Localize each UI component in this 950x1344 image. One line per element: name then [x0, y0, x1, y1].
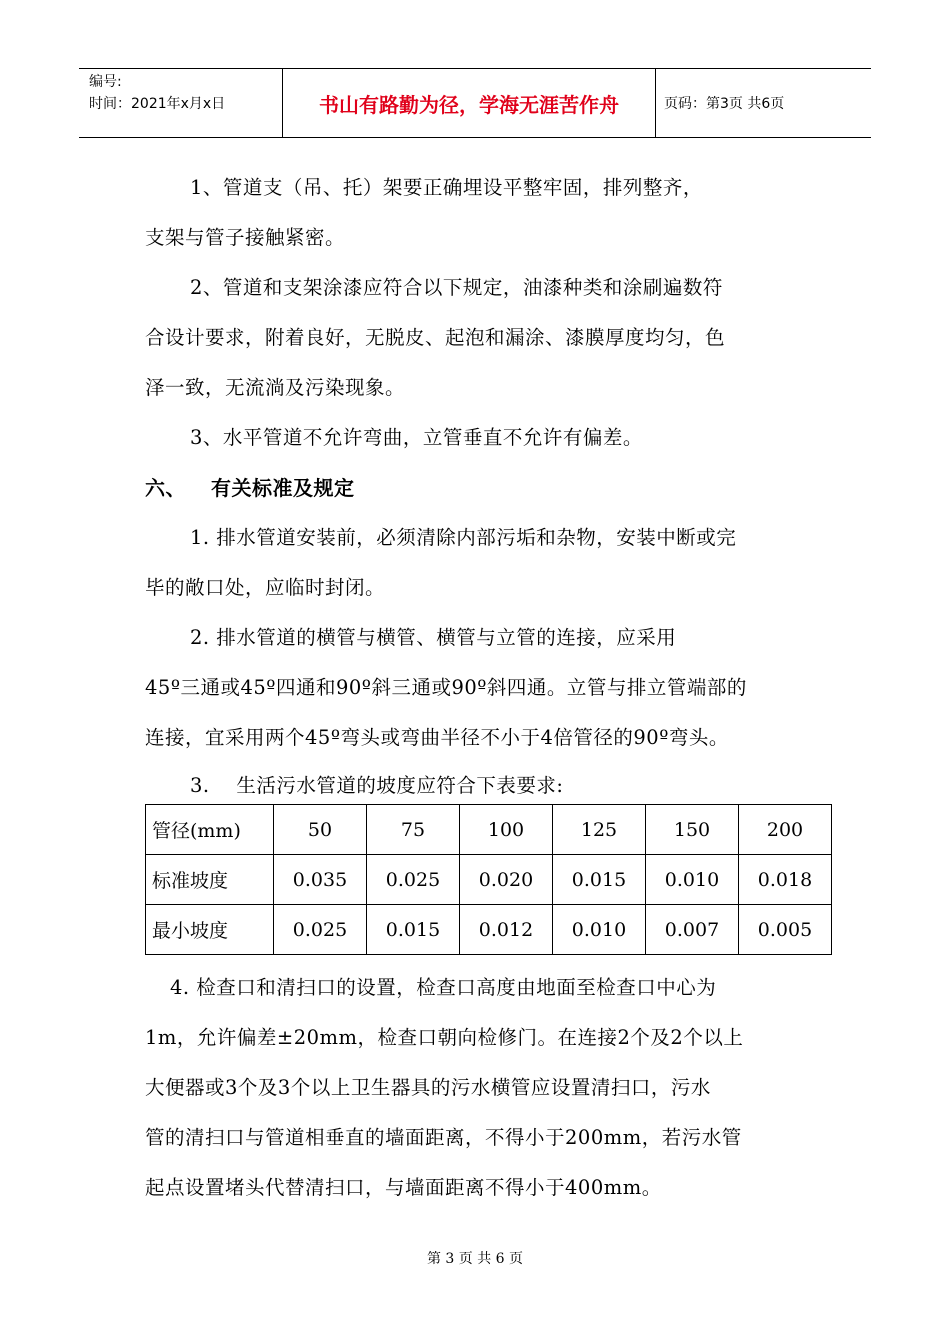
paragraph-line: 2、管道和支架涂漆应符合以下规定，油漆种类和涂刷遍数符 [190, 276, 723, 299]
paragraph-line: 管的清扫口与管道相垂直的墙面距离，不得小于200mm，若污水管 [145, 1126, 742, 1149]
table-cell: 0.010 [553, 905, 646, 955]
section-number: 六、 [145, 476, 186, 500]
section-heading [145, 472, 355, 501]
table-cell: 0.005 [739, 905, 832, 955]
document-number-label: 编号: [89, 74, 122, 90]
table-cell: 0.015 [367, 905, 460, 955]
table-cell: 50 [274, 805, 367, 855]
page-footer: 第 3 页 共 6 页 [426, 1251, 524, 1267]
table-cell: 100 [460, 805, 553, 855]
paragraph-line: 支架与管子接触紧密。 [145, 226, 346, 249]
table-row-header: 标准坡度 [146, 855, 274, 905]
table-row-header: 管径(mm) [146, 805, 274, 855]
table-cell: 0.010 [646, 855, 739, 905]
paragraph-line: 1m，允许偏差±20mm，检查口朝向检修门。在连接2个及2个以上 [145, 1026, 744, 1049]
section-title: 有关标准及规定 [211, 476, 355, 500]
header-motto: 书山有路勤为径，学海无涯苦作舟 [282, 69, 656, 137]
table-cell: 0.025 [367, 855, 460, 905]
paragraph-line: 1、管道支（吊、托）架要正确埋设平整牢固，排列整齐， [190, 176, 703, 199]
document-date: 时间：2021年x月x日 [89, 96, 226, 112]
table-cell: 0.018 [739, 855, 832, 905]
paragraph-line: 3. 生活污水管道的坡度应符合下表要求: [190, 774, 564, 797]
table-cell: 0.035 [274, 855, 367, 905]
table-cell: 200 [739, 805, 832, 855]
paragraph-line: 毕的敞口处，应临时封闭。 [145, 576, 386, 599]
page-header [79, 68, 871, 138]
table-row [146, 905, 832, 955]
table-cell: 125 [553, 805, 646, 855]
table-row-header: 最小坡度 [146, 905, 274, 955]
table-row [146, 855, 832, 905]
paragraph-line: 泽一致，无流淌及污染现象。 [145, 376, 406, 399]
paragraph-line: 大便器或3个及3个以上卫生器具的污水横管应设置清扫口，污水 [145, 1076, 711, 1099]
table-cell: 0.025 [274, 905, 367, 955]
paragraph-line: 连接，宜采用两个45º弯头或弯曲半径不小于4倍管径的90º弯头。 [145, 726, 729, 749]
table-cell: 75 [367, 805, 460, 855]
paragraph-line: 2. 排水管道的横管与横管、横管与立管的连接，应采用 [190, 626, 677, 649]
table-cell: 150 [646, 805, 739, 855]
slope-table [145, 804, 832, 955]
table-row [146, 805, 832, 855]
header-page-info: 页码：第3页 共6页 [664, 96, 785, 112]
table-cell: 0.012 [460, 905, 553, 955]
paragraph-line: 起点设置堵头代替清扫口，与墙面距离不得小于400mm。 [145, 1176, 662, 1199]
paragraph-line: 3、水平管道不允许弯曲，立管垂直不允许有偏差。 [190, 426, 643, 449]
paragraph-line: 合设计要求，附着良好，无脱皮、起泡和漏涂、漆膜厚度均匀，色 [145, 326, 726, 349]
paragraph-line: 4. 检查口和清扫口的设置，检查口高度由地面至检查口中心为 [170, 976, 717, 999]
paragraph-line: 45º三通或45º四通和90º斜三通或90º斜四通。立管与排立管端部的 [145, 676, 747, 699]
paragraph-line: 1. 排水管道安装前，必须清除内部污垢和杂物，安装中断或完 [190, 526, 737, 549]
table-cell: 0.015 [553, 855, 646, 905]
header-meta [79, 69, 282, 137]
table-cell: 0.020 [460, 855, 553, 905]
table-cell: 0.007 [646, 905, 739, 955]
